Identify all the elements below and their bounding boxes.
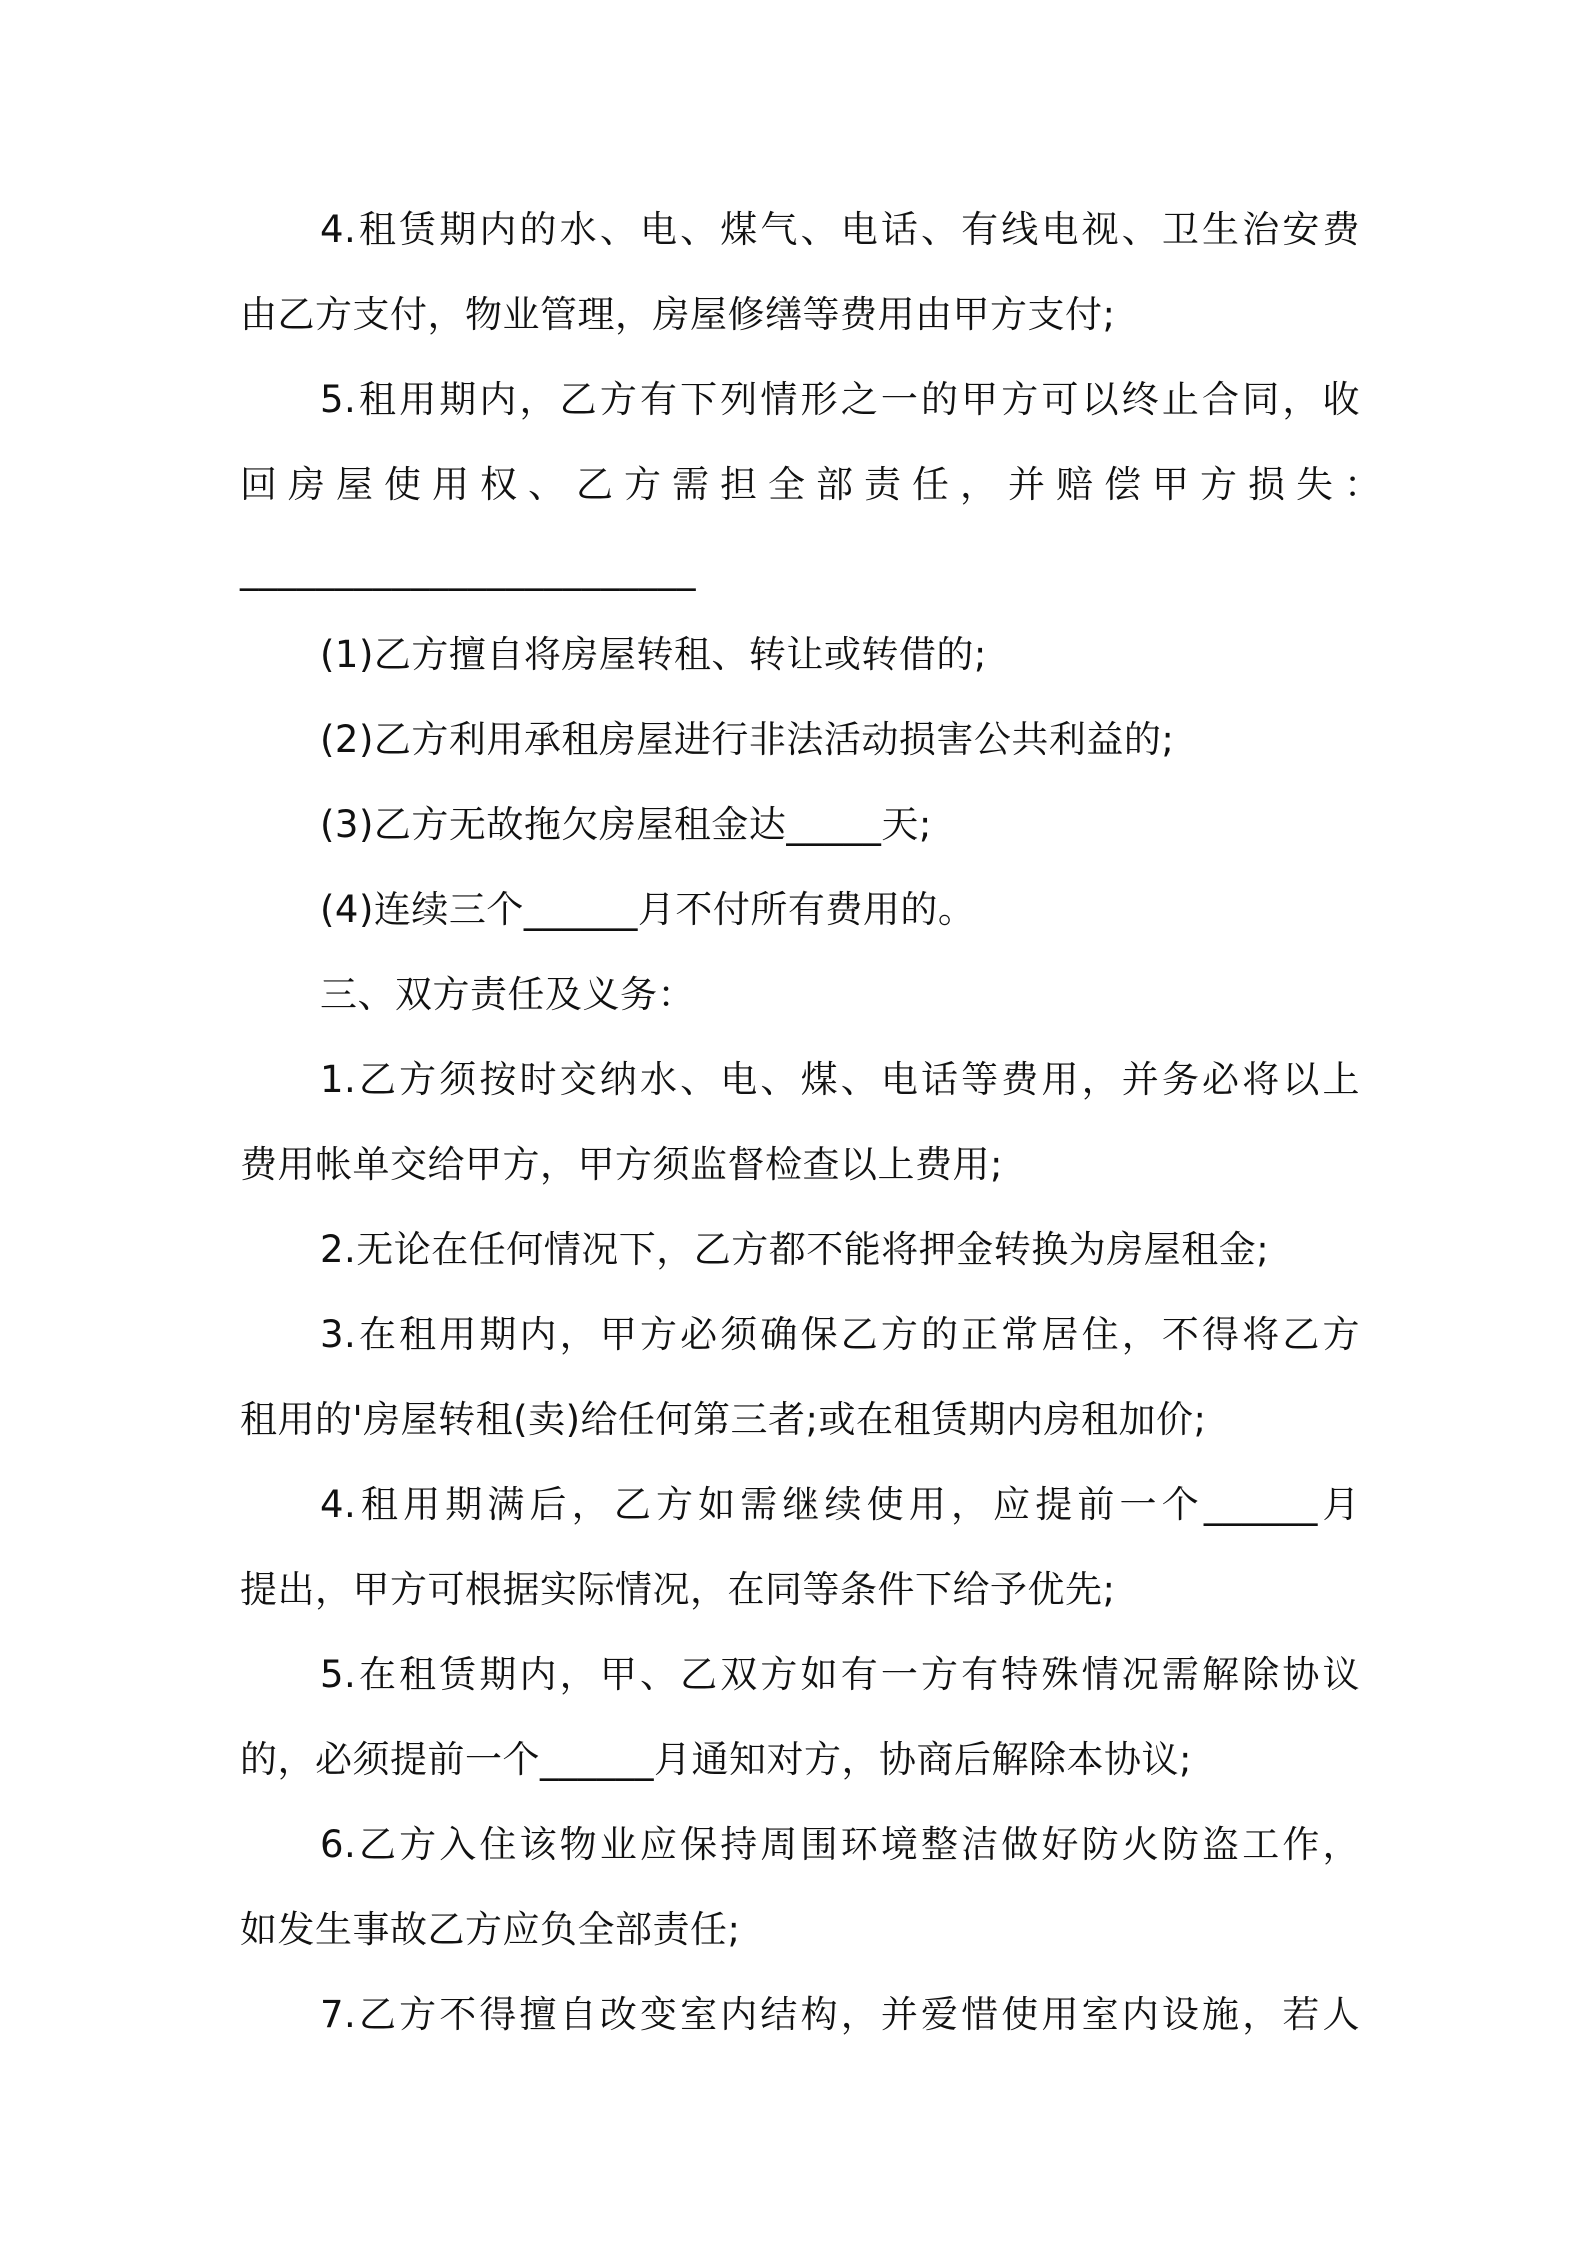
item-4: (4)连续三个______月不付所有费用的。 (320, 888, 976, 931)
duty-5-line-2: 的，必须提前一个______月通知对方，协商后解除本协议; (240, 1738, 1192, 1781)
clause-4-line-2: 由乙方支付，物业管理，房屋修缮等费用由甲方支付; (240, 293, 1116, 336)
item-3: (3)乙方无故拖欠房屋租金达_____天; (320, 803, 932, 846)
clause-5-line-2: 回房屋使用权、乙方需担全部责任，并赔偿甲方损失： (240, 463, 1392, 506)
section-3-heading: 三、双方责任及义务： (320, 973, 695, 1016)
duty-6-line-2: 如发生事故乙方应负全部责任; (240, 1908, 741, 1951)
duty-3-line-2: 租用的'房屋转租(卖)给任何第三者;或在租赁期内房租加价; (240, 1398, 1207, 1441)
duty-5-line-1: 5.在租赁期内，甲、乙双方如有一方有特殊情况需解除协议 (320, 1653, 1360, 1696)
duty-1-line-1: 1.乙方须按时交纳水、电、煤、电话等费用，并务必将以上 (320, 1058, 1360, 1101)
clause-5-line-1: 5.租用期内，乙方有下列情形之一的甲方可以终止合同，收 (320, 378, 1360, 421)
blank-line: ________________________ (240, 548, 696, 591)
duty-4-line-1: 4.租用期满后，乙方如需继续使用，应提前一个______月 (320, 1483, 1360, 1526)
duty-6-line-1: 6.乙方入住该物业应保持周围环境整洁做好防火防盗工作， (320, 1823, 1360, 1866)
item-2: (2)乙方利用承租房屋进行非法活动损害公共利益的; (320, 718, 1175, 761)
duty-4-line-2: 提出，甲方可根据实际情况，在同等条件下给予优先; (240, 1568, 1116, 1611)
duty-2: 2.无论在任何情况下，乙方都不能将押金转换为房屋租金; (320, 1228, 1270, 1271)
duty-3-line-1: 3.在租用期内，甲方必须确保乙方的正常居住，不得将乙方 (320, 1313, 1360, 1356)
clause-4-line-1: 4.租赁期内的水、电、煤气、电话、有线电视、卫生治安费 (320, 208, 1360, 251)
duty-1-line-2: 费用帐单交给甲方，甲方须监督检查以上费用; (240, 1143, 1003, 1186)
duty-7-line-1: 7.乙方不得擅自改变室内结构，并爱惜使用室内设施，若人 (320, 1993, 1360, 2036)
item-1: (1)乙方擅自将房屋转租、转让或转借的; (320, 633, 987, 676)
